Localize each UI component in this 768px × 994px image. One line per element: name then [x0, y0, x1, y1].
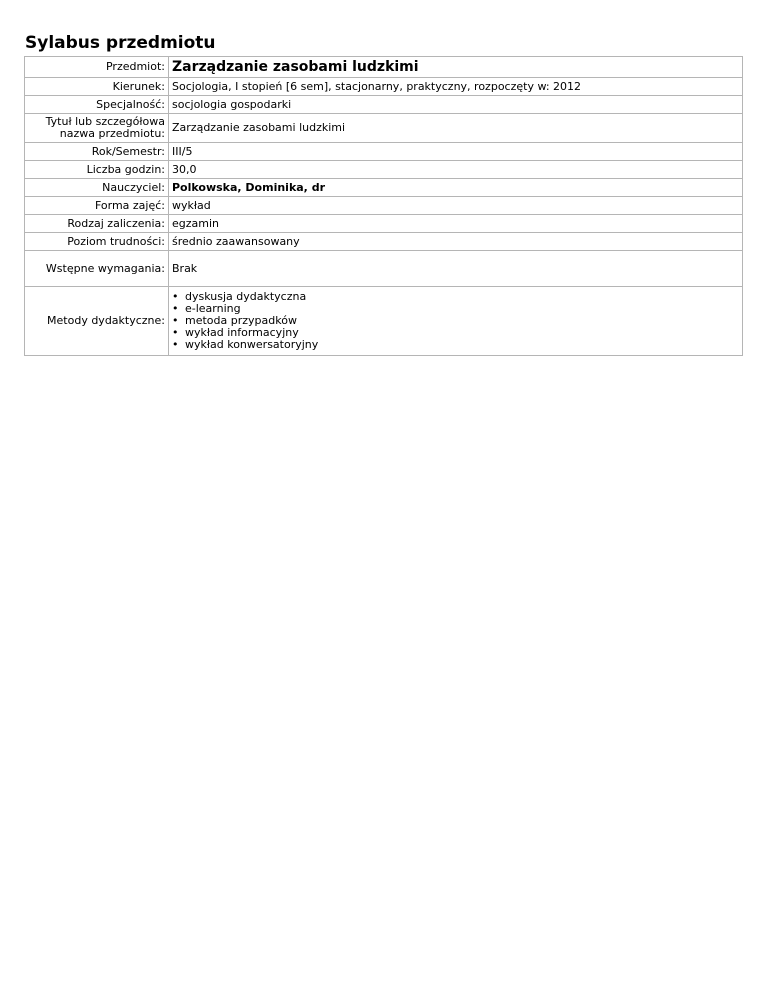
prerequisites-label: Wstępne wymagania: — [25, 251, 169, 287]
row-detailed-title — [25, 114, 743, 143]
method-item-label: dyskusja dydaktyczna — [185, 290, 307, 303]
row-field — [25, 78, 743, 96]
hours-label: Liczba godzin: — [25, 161, 169, 179]
field-value: Socjologia, I stopień [6 sem], stacjonarny, praktyczny, rozpoczęty w: 2012 — [169, 78, 743, 96]
methods-label: Metody dydaktyczne: — [25, 287, 169, 356]
row-teacher — [25, 179, 743, 197]
subject-label: Przedmiot: — [25, 57, 169, 78]
method-item-label: metoda przypadków — [185, 314, 297, 327]
row-subject — [25, 57, 743, 78]
bullet-icon: • — [172, 338, 179, 351]
specialty-label: Specjalność: — [25, 96, 169, 114]
detailed-title-label — [25, 114, 169, 143]
detailed-title-value: Zarządzanie zasobami ludzkimi — [169, 114, 743, 143]
row-difficulty — [25, 233, 743, 251]
field-label: Kierunek: — [25, 78, 169, 96]
row-hours — [25, 161, 743, 179]
methods-value-cell — [169, 287, 743, 356]
teacher-value-cell — [169, 179, 743, 197]
bullet-icon: • — [172, 314, 179, 327]
subject-value: Zarządzanie zasobami ludzkimi — [172, 58, 419, 75]
row-year-semester — [25, 143, 743, 161]
year-semester-value: III/5 — [169, 143, 743, 161]
teacher-label: Nauczyciel: — [25, 179, 169, 197]
class-form-value: wykład — [169, 197, 743, 215]
subject-value-cell — [169, 57, 743, 78]
row-methods — [25, 287, 743, 356]
row-specialty — [25, 96, 743, 114]
list-item — [172, 339, 739, 351]
method-item-label: e-learning — [185, 302, 241, 315]
row-assessment — [25, 215, 743, 233]
prerequisites-value: Brak — [169, 251, 743, 287]
row-class-form — [25, 197, 743, 215]
assessment-label: Rodzaj zaliczenia: — [25, 215, 169, 233]
teacher-value: Polkowska, Dominika, dr — [172, 180, 325, 194]
bullet-icon: • — [172, 302, 179, 315]
detailed-title-label-line2: nazwa przedmiotu: — [59, 127, 165, 140]
method-item-label: wykład informacyjny — [185, 326, 299, 339]
class-form-label: Forma zajęć: — [25, 197, 169, 215]
list-item — [172, 291, 739, 303]
detailed-title-label-line1: Tytuł lub szczegółowa — [45, 115, 165, 128]
syllabus-table — [24, 56, 743, 356]
page-title: Sylabus przedmiotu — [25, 33, 216, 53]
method-item-label: wykład konwersatoryjny — [185, 338, 319, 351]
difficulty-label: Poziom trudności: — [25, 233, 169, 251]
row-prerequisites — [25, 251, 743, 287]
assessment-value: egzamin — [169, 215, 743, 233]
bullet-icon: • — [172, 326, 179, 339]
specialty-value: socjologia gospodarki — [169, 96, 743, 114]
bullet-icon: • — [172, 290, 179, 303]
hours-value: 30,0 — [169, 161, 743, 179]
methods-list — [172, 291, 739, 351]
difficulty-value: średnio zaawansowany — [169, 233, 743, 251]
year-semester-label: Rok/Semestr: — [25, 143, 169, 161]
